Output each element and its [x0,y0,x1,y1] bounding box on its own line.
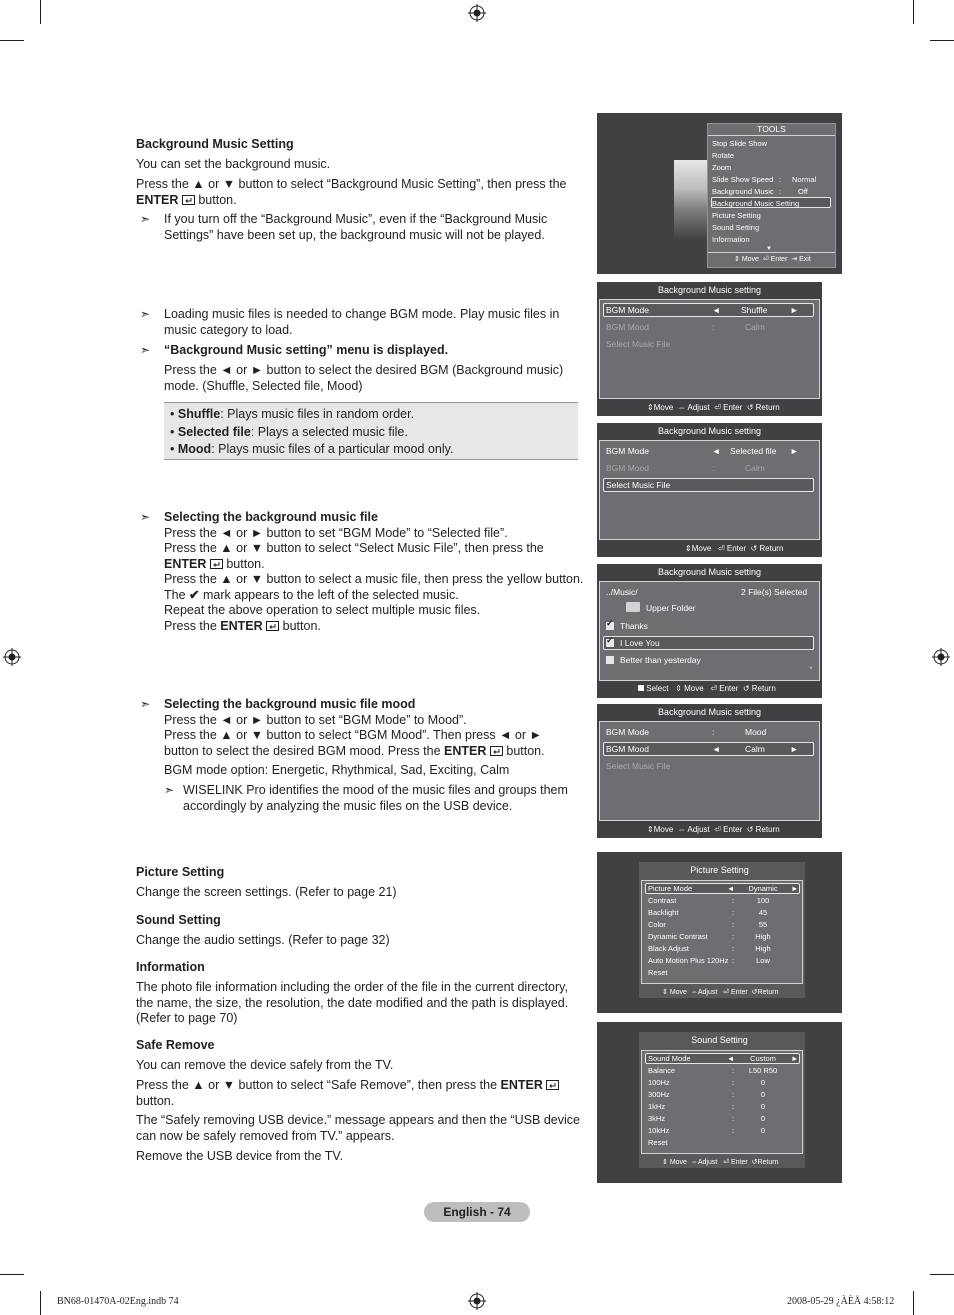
updown-icon: ⇕ [647,403,654,412]
setting-label[interactable]: Auto Motion Plus 120Hz [648,956,729,965]
setting-label[interactable]: Picture Mode [648,884,693,893]
setting-label[interactable]: 100Hz [648,1078,670,1087]
select-mood-section [164,697,589,759]
colon: : [732,896,735,905]
enter-icon: ⏎ [723,1159,730,1166]
text: Repeat the above operation to select multiple music files. [164,603,481,617]
tools-item[interactable]: Information [712,235,750,244]
screen-title: Background Music setting [657,567,762,577]
enter-label: Enter [719,684,739,693]
setting-label[interactable]: Color [648,920,666,929]
colon: : [712,463,715,473]
photo-thumbnail [674,160,709,240]
option-desc: : Plays music files of a particular mood only. [211,442,454,456]
sound-setting-screen [597,1022,842,1183]
note-arrow-icon: ➣ [140,510,151,524]
return-icon: ↺ [742,684,750,693]
information-desc: The photo file information including the order of the file in the current directory, the name, the size, the resolution, the date modified and the path is displayed. (Refer to page 70) [136,980,569,1025]
bgm-intro: You can set the background music. [136,157,331,171]
return-label: Return [751,684,776,693]
upper-folder-label: Upper Folder [646,603,696,613]
tools-title: TOOLS [757,124,786,134]
file-name: Better than yesterday [620,655,701,665]
text: mark appears to the left of the selected music. [203,587,459,602]
registration-mark-icon [468,4,486,22]
text: Press the ▲ or ▼ button to select “Select Music File”, then press the [164,541,544,555]
enter-label: Enter [723,825,743,834]
screen-footer [647,825,780,834]
return-icon: ↺ [751,1159,758,1166]
return-label: Return [759,544,784,553]
setting-value: Custom [750,1054,776,1063]
text: button. [506,743,545,758]
bgm-mode-value: Selected file [730,446,777,456]
colon: : [732,1126,735,1135]
note-arrow-icon: ➣ [140,343,151,357]
safe-remove-intro: You can remove the device safely from the TV. [136,1058,394,1072]
crop-mark [913,1291,914,1315]
setting-value: L50 R50 [748,1066,778,1075]
tools-item[interactable]: Rotate [712,151,735,160]
picture-setting-desc: Change the screen settings. (Refer to page 21) [136,885,397,899]
option-shuffle: • Shuffle: Plays music files in random order. [170,407,415,421]
colon: : [712,322,715,332]
colon: : [732,944,735,953]
enter-label: ENTER [164,556,207,571]
safe-remove-final: Remove the USB device from the TV. [136,1149,344,1163]
setting-label[interactable]: Backlight [648,908,679,917]
text: Press the ▲ or ▼ button to select “Background Music Setting”, then press the [136,177,567,191]
text: Press the ▲ or ▼ button to select “BGM Mood”. Then press ◄ or ► [164,728,542,742]
text: Press the ◄ or ► button to set “BGM Mode” to “Selected file”. [164,525,508,540]
enter-label: ENTER [500,1078,543,1092]
setting-value: 0 [760,1114,766,1123]
heading-information: Information [136,960,205,974]
setting-label[interactable]: Black Adjust [648,944,689,953]
left-arrow-icon: ◄ [712,305,721,315]
select-file-section [164,510,604,634]
updown-icon: ⇕ [662,1159,668,1166]
footer-timestamp: 2008-05-29 ¿ÀÈÄ 4:58:12 [787,1296,895,1307]
adjust-label: Adjust [697,1159,718,1166]
enter-icon: ⏎ [717,544,725,553]
colon: : [732,956,735,965]
enter-label: ENTER [220,618,263,633]
select-music-file-label[interactable]: Select Music File [606,480,671,490]
setting-value: High [755,932,771,941]
left-arrow-icon: ◄ [712,744,721,754]
bgm-mood-value: Calm [745,744,765,754]
tools-item[interactable]: Background Music [712,187,774,196]
adjust-label: Adjust [687,403,710,412]
note-arrow-icon: ➣ [140,697,151,711]
setting-value: 0 [760,1078,766,1087]
crop-mark [0,1274,24,1275]
right-arrow-icon: ► [790,744,799,754]
crop-mark [930,1274,954,1275]
colon: : [779,175,782,184]
file-name: Thanks [620,621,648,631]
colon: : [732,1114,735,1123]
registration-mark-icon [932,648,950,666]
move-label: Move [669,1159,687,1166]
checkbox-checked-icon [606,622,614,630]
option-desc: : Plays music files in random order. [220,407,415,421]
crop-mark [40,1291,41,1315]
option-name: Selected file [177,424,251,439]
bgm-mode-value: Shuffle [741,305,768,315]
move-label: Move [684,684,704,693]
enter-icon: ⏎ [723,989,730,996]
bgm-setting-screen-mood [597,704,822,838]
option-name: Shuffle [177,407,221,421]
page-number-badge: English - 74 [424,1202,530,1222]
screen-title: Picture Setting [690,865,749,875]
footer-file-info: BN68-01470A-02Eng.indb 74 [57,1296,179,1307]
tools-item[interactable]: Stop Slide Show [712,139,768,148]
enter-label: Enter [723,403,743,412]
setting-label[interactable]: 3kHz [648,1114,666,1123]
move-label: Move [653,403,674,412]
screen-title: Background Music setting [657,426,762,436]
music-file-item-selected[interactable] [606,638,660,648]
tools-panel [707,123,836,268]
heading-sound-setting: Sound Setting [136,913,221,927]
file-name: I Love You [620,638,660,648]
tools-item-selected[interactable]: Background Music Setting [712,199,800,208]
text: The [164,587,186,602]
return-label: Return [757,1159,779,1166]
option-mood: • Mood: Plays music files of a particular mood only. [170,442,454,456]
setting-value: 100 [756,896,770,905]
screen-footer [647,403,780,412]
tools-footer [734,255,811,263]
colon: : [732,1102,735,1111]
enter-label: Enter [726,544,746,553]
leftright-icon: ⇔ [677,825,686,834]
text: button to select the desired BGM mood. Press the [164,743,441,758]
tools-item[interactable]: Sound Setting [712,223,760,232]
setting-value: 0 [760,1090,766,1099]
text: Press the ▲ or ▼ button to select “Safe Remove”, then press the [136,1078,498,1092]
enter-icon [266,621,279,631]
enter-label: Enter [730,1159,748,1166]
colon: : [732,932,735,941]
note-arrow-icon: ➣ [140,212,151,226]
note-arrow-icon: ➣ [164,783,175,797]
setting-value: High [755,944,771,953]
return-icon: ↺ [746,825,754,834]
option-name: Mood [177,442,212,456]
screen-footer [662,1158,779,1166]
picture-setting-screen [597,852,842,1013]
text: Press the ◄ or ► button to set “BGM Mode” to Mood”. [164,712,467,727]
bgm-options-box [164,402,578,460]
screen-footer [662,988,779,996]
bgm-mode-value: Mood [745,727,767,737]
music-file-list-screen [597,564,822,698]
bgm-mode-label[interactable]: BGM Mode [606,305,649,315]
heading-safe-remove: Safe Remove [136,1038,215,1052]
folder-icon [626,602,640,612]
text: Press the [164,618,217,633]
move-label: Move [691,544,712,553]
setting-value: Dynamic [748,884,778,893]
updown-icon: ⇕ [685,544,692,553]
updown-icon: ⇕ [734,256,740,263]
updown-icon: ⇕ [662,989,668,996]
bgm-mood-label: BGM Mood [606,322,649,332]
setting-label[interactable]: Reset [648,1138,668,1147]
move-label: Move [741,256,759,263]
return-label: Return [757,989,779,996]
safe-remove-instructions [136,1078,586,1109]
note-bgm-off: If you turn off the “Background Music”, even if the “Background Music Settings” have been set up, the background music will not be played. [164,212,548,242]
select-music-file-label: Select Music File [606,761,671,771]
setting-value: 45 [758,908,768,917]
tools-item[interactable]: Zoom [712,163,732,172]
enter-label: Enter [770,256,788,263]
colon: : [732,1078,735,1087]
option-desc: : Plays a selected music file. [250,424,408,439]
enter-label: Enter [730,989,748,996]
folder-path: ../Music/ [606,587,638,597]
left-arrow-icon: ◄ [727,1054,735,1063]
colon: : [732,920,735,929]
setting-value: 0 [760,1102,766,1111]
select-music-file-label: Select Music File [606,339,671,349]
select-file-heading: Selecting the background music file [164,510,378,524]
safe-remove-message: The “Safely removing USB device.” message appears and then the “USB device can now be safely removed from TV.” appears. [136,1113,580,1143]
text: Press the ▲ or ▼ button to select a music file, then press the yellow button. [164,572,584,586]
music-file-item[interactable] [606,621,648,631]
bgm-mood-value: Calm [745,322,765,332]
bgm-mood-label: BGM Mood [606,463,649,473]
exit-icon: ⇥ [791,256,798,263]
return-label: Return [755,825,780,834]
slide-speed-value: Normal [792,175,817,184]
bgm-mode-label[interactable]: BGM Mode [606,446,649,456]
screen-title: Sound Setting [691,1035,748,1045]
adjust-label: Adjust [697,989,718,996]
screen-footer [638,684,776,693]
yellow-button-icon [638,685,644,691]
bgm-value: Off [798,187,808,196]
enter-label: ENTER [444,743,487,758]
heading-background-music-setting: Background Music Setting [136,137,294,151]
enter-icon [210,559,223,569]
return-icon: ↺ [746,403,754,412]
setting-label[interactable]: Balance [648,1066,676,1075]
right-arrow-icon: ► [790,305,799,315]
bgm-mode-options: BGM mode option: Energetic, Rhythmical, Sad, Exciting, Calm [164,763,510,777]
enter-icon: ⏎ [710,684,718,693]
return-label: Return [755,403,780,412]
exit-label: Exit [799,256,811,263]
registration-mark-icon [3,648,21,666]
enter-icon: ⏎ [762,256,769,263]
move-label: Move [653,825,674,834]
option-selected-file: • Selected file: Plays a selected music file. [170,424,408,439]
move-label: Move [669,989,687,996]
bgm-mood-label[interactable]: BGM Mood [606,744,649,754]
scroll-down-icon: ▼ [808,666,814,672]
select-label: Select [646,684,669,693]
left-arrow-icon: ◄ [727,884,735,893]
checkbox-empty-icon [606,656,614,664]
setting-label[interactable]: Contrast [648,896,677,905]
setting-label[interactable]: 10kHz [648,1126,670,1135]
music-file-item[interactable] [606,655,701,665]
upper-folder-item[interactable] [626,602,696,613]
setting-label[interactable]: Sound Mode [648,1054,691,1063]
left-arrow-icon: ◄ [712,446,721,456]
bgm-instructions [136,177,586,208]
leftright-icon: ⇔ [690,1159,698,1166]
tools-screen [597,113,842,274]
colon: : [712,727,715,737]
note-menu-displayed: “Background Music setting” menu is displayed. [164,343,449,357]
enter-label: ENTER [136,192,179,207]
selected-count: 2 File(s) Selected [741,587,808,597]
leftright-icon: ⇔ [690,989,698,996]
return-icon: ↺ [750,544,758,553]
return-icon: ↺ [751,989,758,996]
crop-mark [0,40,24,41]
scroll-down-icon: ▼ [766,246,772,252]
right-arrow-icon: ► [791,884,799,893]
enter-icon [546,1080,559,1090]
checkmark-icon: ✔ [189,587,200,602]
text: button. [282,618,321,633]
note-arrow-icon: ➣ [140,307,151,321]
text: button. [136,1093,175,1108]
setting-label[interactable]: 1kHz [648,1102,666,1111]
note-loading-music: Loading music files is needed to change BGM mode. Play music files in music category to load. [164,307,560,337]
updown-icon: ⇕ [675,684,682,693]
heading-picture-setting: Picture Setting [136,865,225,879]
select-mood-heading: Selecting the background music file mood [164,697,416,711]
bgm-setting-screen-shuffle [597,282,822,416]
tools-item[interactable]: Slide Show Speed [712,175,774,184]
enter-icon [490,746,503,756]
bgm-mood-value: Calm [745,463,765,473]
colon: : [732,908,735,917]
enter-icon: ⏎ [714,403,721,412]
text: button. [226,556,265,571]
right-arrow-icon: ► [790,446,799,456]
adjust-label: Adjust [687,825,710,834]
setting-value: 55 [758,920,768,929]
colon: : [732,1090,735,1099]
colon: : [732,1066,735,1075]
screen-title: Background Music setting [657,285,762,295]
setting-value: Low [756,956,770,965]
note-wiselink: WISELINK Pro identifies the mood of the music files and groups them accordingly by analyzing the music files on the USB device. [183,783,568,813]
setting-label[interactable]: 300Hz [648,1090,670,1099]
enter-icon [182,195,195,205]
bgm-setting-screen-selected-file [597,423,822,557]
setting-value: 0 [760,1126,766,1135]
checkbox-checked-icon [606,639,614,647]
enter-icon: ⏎ [714,825,721,834]
registration-mark-icon [468,1292,486,1310]
text: button. [198,192,237,207]
tools-item[interactable]: Picture Setting [712,211,761,220]
leftright-icon: ⇔ [677,403,686,412]
crop-mark [930,40,954,41]
updown-icon: ⇕ [647,825,654,834]
right-arrow-icon: ► [791,1054,799,1063]
screen-title: Background Music setting [657,707,762,717]
crop-mark [913,0,914,24]
setting-label[interactable]: Dynamic Contrast [648,932,708,941]
sound-setting-desc: Change the audio settings. (Refer to page 32) [136,933,390,947]
colon: : [779,187,782,196]
bgm-mode-instructions: Press the ◄ or ► button to select the desired BGM (Background music) mode. (Shuffle, Selected file, Mood) [164,363,564,393]
crop-mark [40,0,41,24]
setting-label[interactable]: Reset [648,968,668,977]
bgm-mode-label[interactable]: BGM Mode [606,727,649,737]
screen-footer [685,544,783,553]
